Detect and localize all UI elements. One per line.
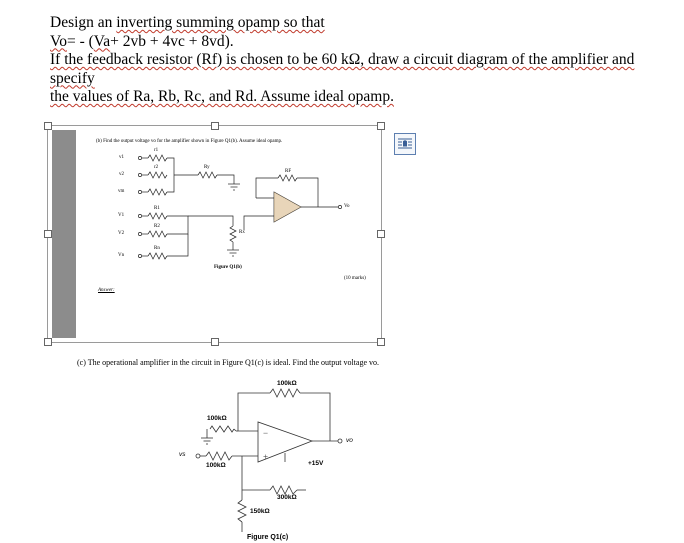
question-line-4: specify [50,69,95,87]
label-r1: r1 [154,148,159,153]
equation-eq: = - ( [66,32,94,50]
label-Vn: Vn [118,253,125,258]
resize-handle-left[interactable] [44,230,52,238]
equation-va: Va [93,32,111,50]
label-vm: vm [118,189,125,194]
label-R1: R1 [154,206,160,211]
label-r2: r2 [154,165,159,170]
selected-image[interactable] [47,125,382,343]
resize-handle-top-left[interactable] [44,122,52,130]
figure-q1b-circuit [48,126,381,342]
label-rf: RF [285,169,292,174]
figure1-caption: (b) Find the output voltage vo for the amplifier shown in Figure Q1(b). Assume ideal opamp. [96,139,283,144]
label-v1: v1 [119,155,124,160]
svg-text:−: − [263,428,269,438]
figure1-marks: (10 marks) [344,276,366,281]
label-R2: R2 [154,224,160,229]
question-text [50,14,660,107]
figure2-caption: (c) The operational amplifier in the circuit in Figure Q1(c) is ideal. Find the output voltage vo. [77,358,379,367]
equation-vo: Vo [50,32,67,50]
label-ry: Ry [204,165,210,170]
label-Rn: Rn [154,246,160,251]
resize-handle-right[interactable] [377,230,385,238]
question-line-2 [50,33,660,52]
layout-options-glyph [395,134,415,154]
question-line-1-end: inverting summing opamp so that [116,14,325,31]
resize-handle-top[interactable] [211,122,219,130]
layout-options-icon[interactable] [394,133,416,155]
question-line-5: the values of Ra, Rb, Rc, and Rd. Assume ideal opamp. [50,88,394,105]
label-Rx: Rx [239,230,245,235]
question-line-3: If the feedback resistor (Rf) is chosen to be 60 kΩ, draw a circuit diagram of the amplifier and [50,51,635,68]
svg-text:+: + [263,452,269,462]
label-150k: 150kΩ [250,508,270,515]
label-v2: v2 [119,172,124,177]
label-vo: vo [346,437,353,444]
label-100k-input: 100kΩ [206,462,226,469]
label-V2: V2 [118,231,125,236]
answer-label: Answer: [98,288,115,293]
figure-q1c-circuit [0,340,684,543]
label-300k: 300kΩ [277,494,297,501]
label-Vo: Vo [344,204,350,209]
label-100k-top: 100kΩ [207,415,227,422]
question-line-1 [50,14,660,33]
label-vs: vs [179,451,186,458]
figure2-label: Figure Q1(c) [247,534,289,541]
question-line-1-start: Design an [50,14,117,31]
figure-q1c [0,340,684,543]
label-supply: +15V [308,460,324,467]
resize-handle-top-right[interactable] [377,122,385,130]
equation-rest: + 2vb + 4vc + 8vd). [110,32,234,50]
label-100k-feedback: 100kΩ [277,380,297,387]
figure1-label: Figure Q1(b) [214,265,242,270]
label-V1: V1 [118,213,125,218]
